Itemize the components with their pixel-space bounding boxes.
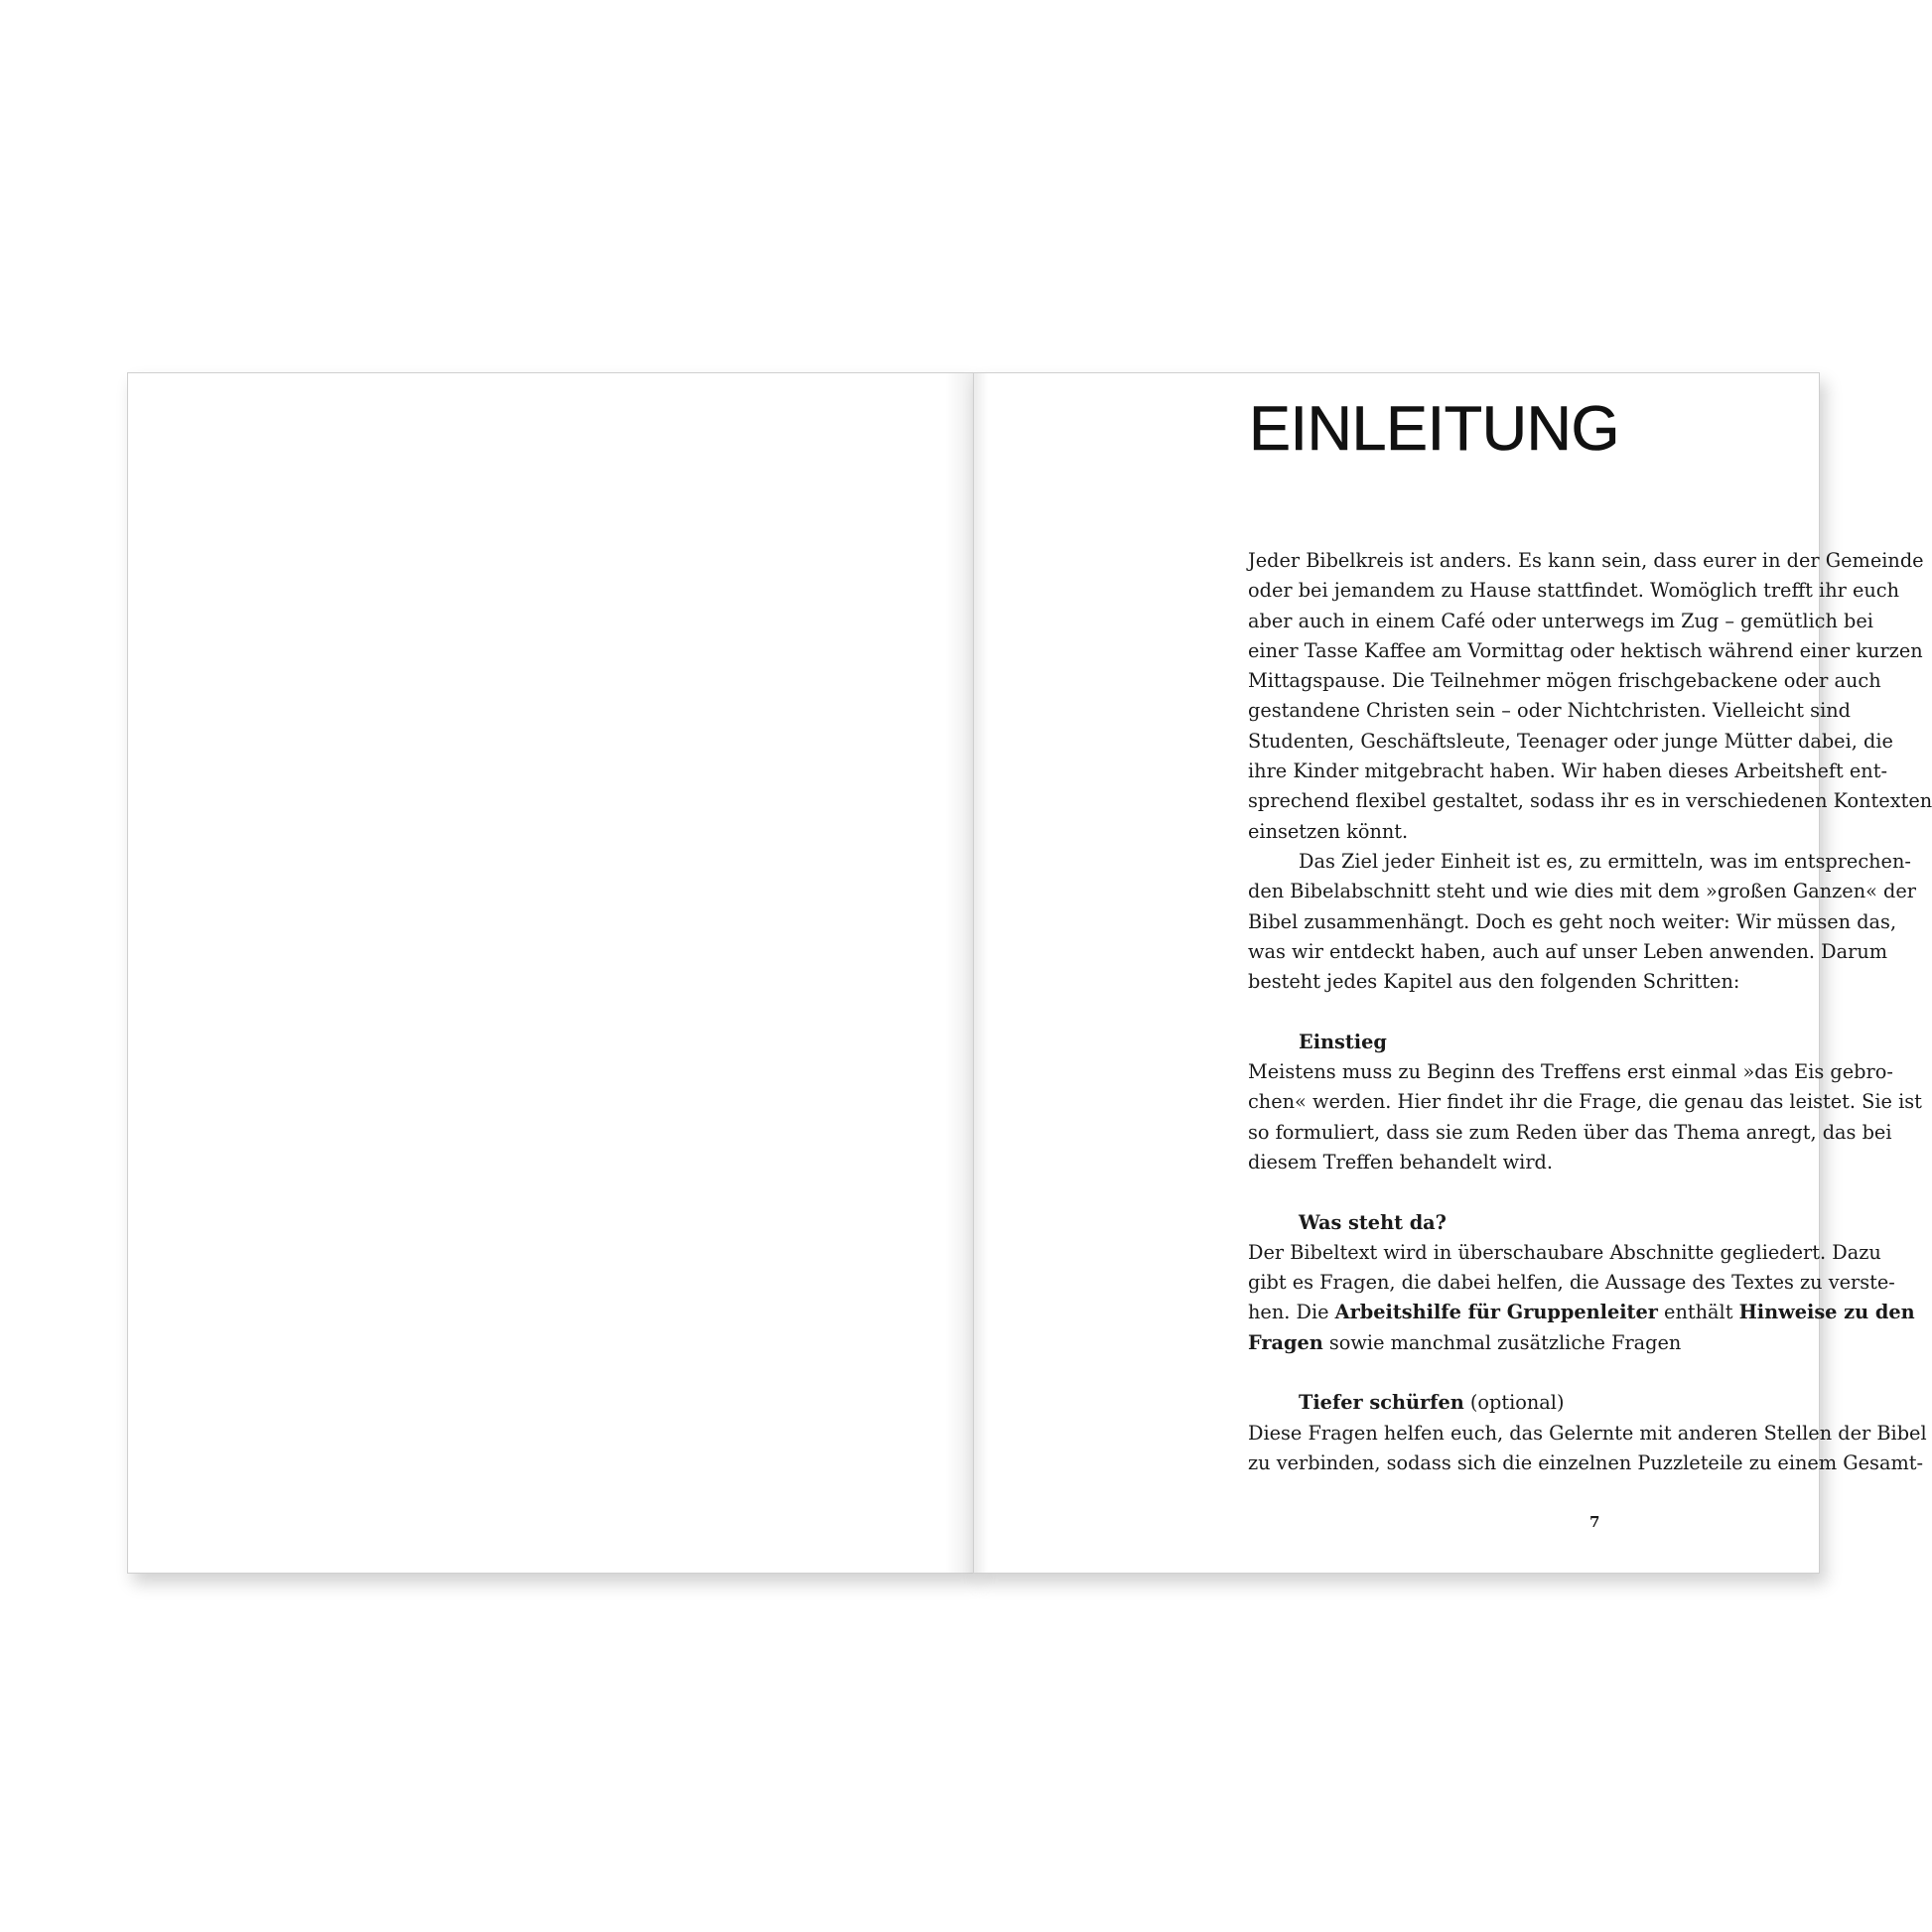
body-text: [1248, 546, 1932, 1478]
text-run: enthält: [1657, 1301, 1739, 1324]
text-line: Das Ziel jeder Einheit ist es, zu ermitteln, was im entsprechen-: [1299, 849, 1911, 873]
text-line: Mittagspause. Die Teilnehmer mögen frischgebackene oder auch: [1248, 669, 1881, 693]
text-line-mixed: [1248, 1328, 1888, 1358]
gutter-shadow: [974, 373, 988, 1573]
text-run: hen. Die: [1248, 1301, 1335, 1324]
text-line: Jeder Bibelkreis ist anders. Es kann sein, dass eurer in der Gemeinde: [1248, 549, 1924, 572]
text-line: Meistens muss zu Beginn des Treffens erst einmal »das Eis gebro-: [1248, 1060, 1893, 1084]
text-line: gestandene Christen sein – oder Nichtchristen. Vielleicht sind: [1248, 699, 1851, 723]
text-line: Studenten, Geschäftsleute, Teenager oder junge Mütter dabei, die: [1248, 729, 1893, 753]
paragraph-gap: [1248, 997, 1888, 1027]
paragraph-gap: [1248, 1358, 1888, 1388]
bold-term-fragen: Fragen: [1248, 1330, 1323, 1354]
text-line: diesem Treffen behandelt wird.: [1248, 1150, 1554, 1173]
text-line-mixed: [1248, 1298, 1915, 1327]
book-spread: [127, 372, 1932, 1574]
section-heading-text: Was steht da?: [1299, 1210, 1447, 1234]
right-page: [973, 372, 1932, 1574]
section-heading-suffix: (optional): [1463, 1391, 1565, 1415]
section-heading-tiefer-schuerfen: [1248, 1388, 1888, 1418]
paragraph-gap: [1248, 1177, 1888, 1207]
text-line: chen« werden. Hier findet ihr die Frage, die genau das leistet. Sie ist: [1248, 1090, 1922, 1114]
section-heading-einstieg: [1248, 1028, 1888, 1057]
text-line: einer Tasse Kaffee am Vormittag oder hektisch während einer kurzen: [1248, 638, 1923, 662]
text-line: oder bei jemandem zu Hause stattfindet. Womöglich trefft ihr euch: [1248, 579, 1900, 603]
chapter-title: EINLEITUNG: [1249, 394, 1620, 464]
gutter-shadow: [945, 373, 973, 1573]
text-line: besteht jedes Kapitel aus den folgenden Schritten:: [1248, 970, 1740, 994]
text-line: Diese Fragen helfen euch, das Gelernte mit anderen Stellen der Bibel: [1248, 1421, 1927, 1445]
page-number: 7: [1589, 1513, 1600, 1531]
text-run: sowie manchmal zusätzliche Fragen: [1322, 1330, 1682, 1354]
text-line: Der Bibeltext wird in überschaubare Abschnitte gegliedert. Dazu: [1248, 1240, 1881, 1264]
text-line: einsetzen könnt.: [1248, 819, 1409, 843]
text-line: was wir entdeckt haben, auch auf unser Leben anwenden. Darum: [1248, 939, 1888, 963]
bold-term-hinweise: Hinweise zu den: [1738, 1301, 1915, 1324]
text-line: sprechend flexibel gestaltet, sodass ihr es in verschiedenen Kontexten: [1248, 789, 1932, 813]
text-line: den Bibelabschnitt steht und wie dies mit dem »großen Ganzen« der: [1248, 880, 1917, 903]
bold-term-arbeitshilfe: Arbeitshilfe für Gruppenleiter: [1334, 1301, 1658, 1324]
text-line: zu verbinden, sodass sich die einzelnen Puzzleteile zu einem Gesamt-: [1248, 1450, 1923, 1474]
text-line: so formuliert, dass sie zum Reden über das Thema anregt, das bei: [1248, 1120, 1892, 1144]
left-page: [127, 372, 974, 1574]
section-heading-was-steht-da: [1248, 1208, 1888, 1238]
section-heading-text: Einstieg: [1299, 1030, 1387, 1053]
text-line: aber auch in einem Café oder unterwegs im Zug – gemütlich bei: [1248, 609, 1873, 632]
text-line: gibt es Fragen, die dabei helfen, die Aussage des Textes zu verste-: [1248, 1271, 1895, 1295]
section-heading-text: Tiefer schürfen: [1299, 1391, 1464, 1415]
text-line: ihre Kinder mitgebracht haben. Wir haben dieses Arbeitsheft ent-: [1248, 759, 1887, 783]
text-line: Bibel zusammenhängt. Doch es geht noch weiter: Wir müssen das,: [1248, 909, 1897, 933]
